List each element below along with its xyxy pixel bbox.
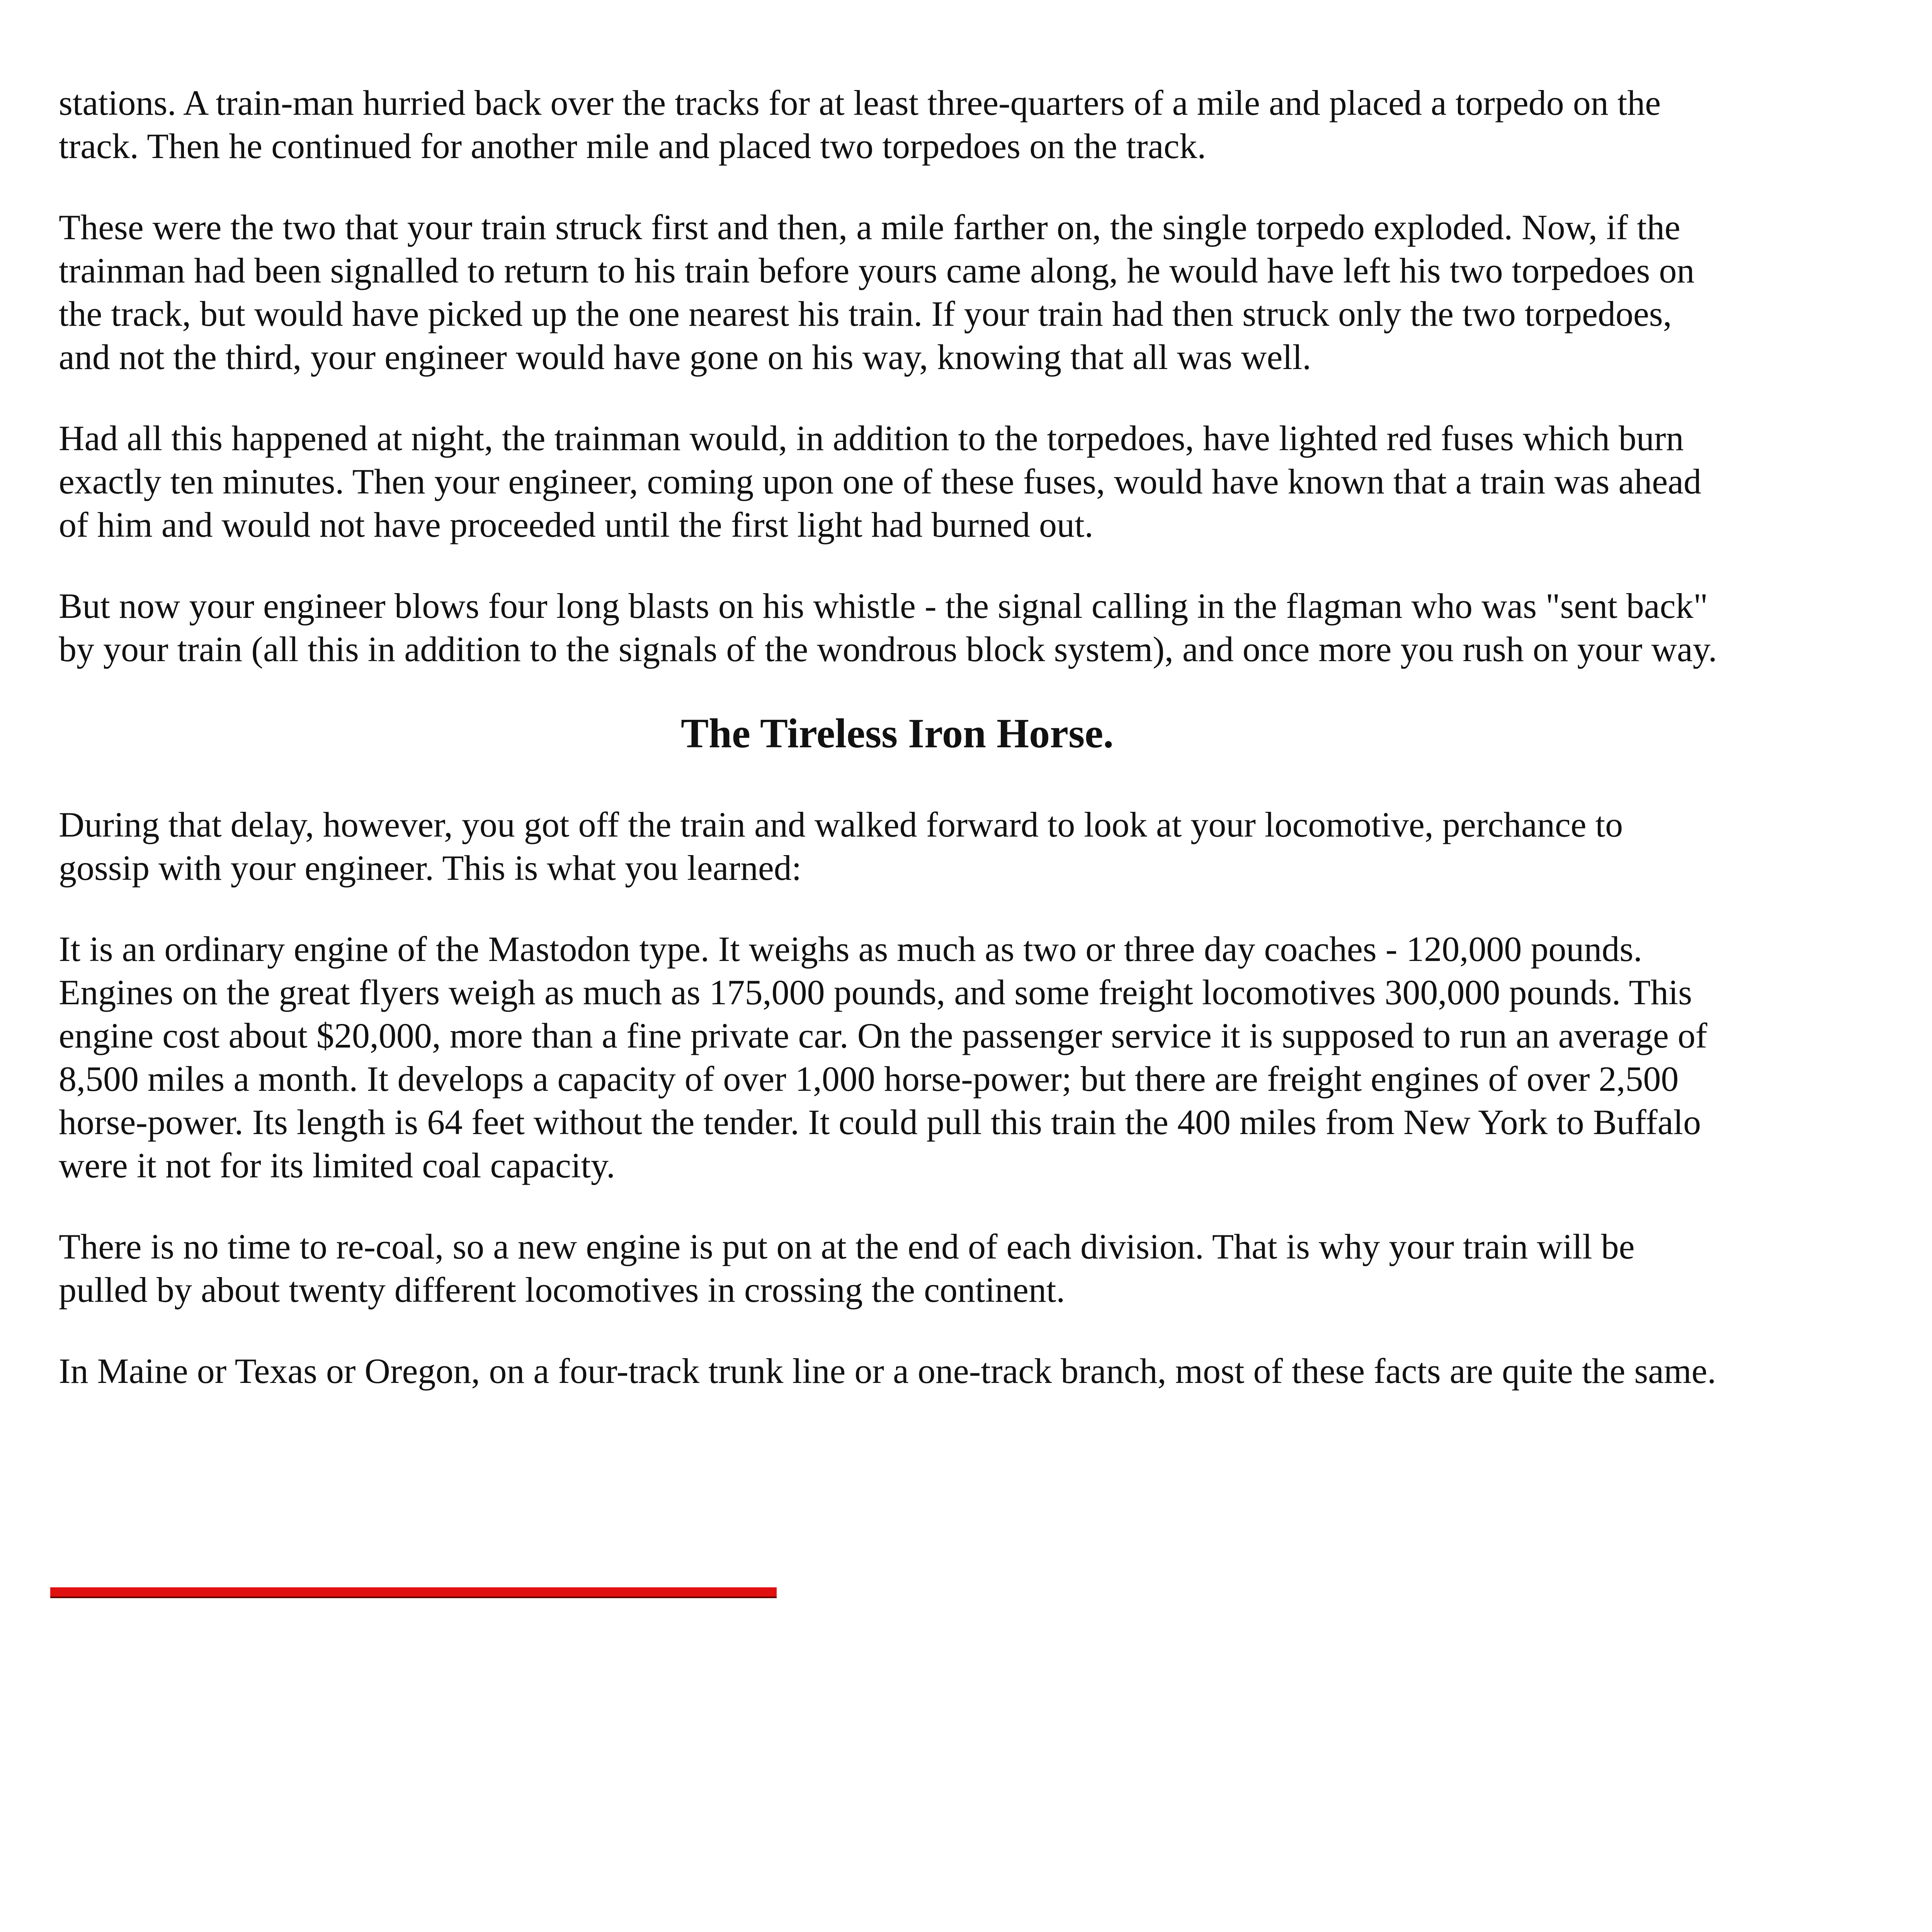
paragraph-delay: During that delay, however, you got off the train and walked forward to look at your locomotive, perchance to gossip with your engineer. This is what you learned:	[59, 805, 1623, 888]
red-divider-rule	[50, 1587, 777, 1598]
section-heading: The Tireless Iron Horse.	[680, 711, 1114, 757]
paragraph-stations: stations. A train-man hurried back over the tracks for at least three-quarters of a mile and placed a torpedo on the track. Then he continued for another mile and placed two torpedoes on the track.	[59, 83, 1661, 166]
paragraph-whistle: But now your engineer blows four long blasts on his whistle - the signal calling in the flagman who was "sent back" by your train (all this in addition to the signals of the wondrous block system), and once more you rush on your way.	[59, 586, 1717, 669]
document-page	[59, 81, 1720, 1430]
paragraph-mastodon-engine: It is an ordinary engine of the Mastodon type. It weighs as much as two or three day coaches - 120,000 pounds. Engines on the great flyers weigh as much as 175,000 pounds, and some freight locomotives 300,000 pounds. This engine cost about $20,000, more than a fine private car. On the passenger service it is supposed to run an average of 8,500 miles a month. It develops a capacity of over 1,000 horse-power; but there are freight engines of over 2,500 horse-power. Its length is 64 feet without the tender. It could pull this train the 400 miles from New York to Buffalo were it not for its limited coal capacity.	[59, 929, 1708, 1185]
paragraph-re-coal: There is no time to re-coal, so a new engine is put on at the end of each division. That is why your train will be pulled by about twenty different locomotives in crossing the continent.	[59, 1227, 1635, 1310]
paragraph-torpedoes: These were the two that your train struck first and then, a mile farther on, the single torpedo exploded. Now, if the trainman had been signalled to return to his train before yours came along, he would have left his two torpedoes on the track, but would have picked up the one nearest his train. If your train had then struck only the two torpedoes, and not the third, your engineer would have gone on his way, knowing that all was well.	[59, 207, 1695, 377]
paragraph-night-fuses: Had all this happened at night, the trainman would, in addition to the torpedoes, have lighted red fuses which burn exactly ten minutes. Then your engineer, coming upon one of these fuses, would have known that a train was ahead of him and would not have proceeded until the first light had burned out.	[59, 418, 1701, 544]
paragraph-same-facts: In Maine or Texas or Oregon, on a four-track trunk line or a one-track branch, most of these facts are quite the same.	[59, 1351, 1716, 1391]
